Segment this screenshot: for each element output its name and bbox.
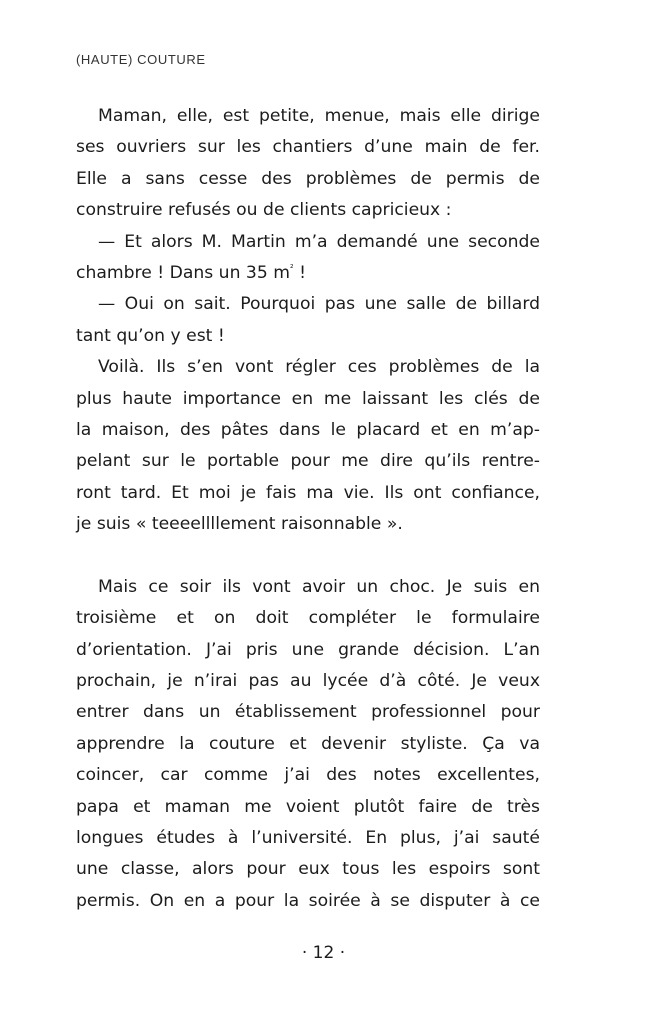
superscript-two: ² [290,263,294,274]
text-line: prochain, je n’irai pas au lycée d’à côté. Je veux [76,671,540,692]
text-line: papa et maman me voient plutôt faire de très [76,796,540,817]
text-line: plus haute importance en me laissant les clés de [76,388,540,409]
text-line: pelant sur le portable pour me dire qu’ils rentre- [76,451,540,472]
text-line: troisième et on doit compléter le formulaire [76,608,540,629]
text-line: coincer, car comme j’ai des notes excellentes, [76,765,540,786]
text-line: longues études à l’université. En plus, j’ai sauté [76,827,540,848]
text-line: ront tard. Et moi je fais ma vie. Ils ont confiance, [76,482,540,503]
body-text [76,101,540,917]
text-line: une classe, alors pour eux tous les espoirs sont [76,859,540,880]
text-line: — Et alors M. Martin m’a demandé une seconde [98,231,540,252]
text-line: apprendre la couture et devenir styliste. Ça va [76,733,540,754]
text-line: tant qu’on y est ! [76,325,225,346]
text-line: permis. On en a pour la soirée à se disputer à ce [76,890,540,911]
page-number: · 12 · [301,943,346,963]
text-line: Mais ce soir ils vont avoir un choc. Je suis en [98,576,540,597]
text-line: Elle a sans cesse des problèmes de permis de [76,168,540,189]
text-fragment: chambre ! Dans un 35 m [76,262,291,283]
text-line: d’orientation. J’ai pris une grande décision. L’an [76,639,540,660]
text-line: construire refusés ou de clients capricieux : [76,200,452,221]
text-line: ses ouvriers sur les chantiers d’une main de fer. [76,137,540,158]
text-line: la maison, des pâtes dans le placard et en m’ap- [76,419,540,440]
text-line: Maman, elle, est petite, menue, mais elle dirige [98,106,540,126]
section-break [76,540,540,571]
text-line: Voilà. Ils s’en vont régler ces problèmes de la [98,357,540,378]
text-line: — Oui on sait. Pourquoi pas une salle de billard [98,294,540,315]
running-head: (HAUTE) COUTURE [76,52,206,67]
text-line: entrer dans un établissement professionnel pour [76,702,540,723]
text-line [76,258,540,289]
text-fragment: ! [293,262,306,283]
text-line: je suis « teeeellllement raisonnable ». [76,514,403,535]
